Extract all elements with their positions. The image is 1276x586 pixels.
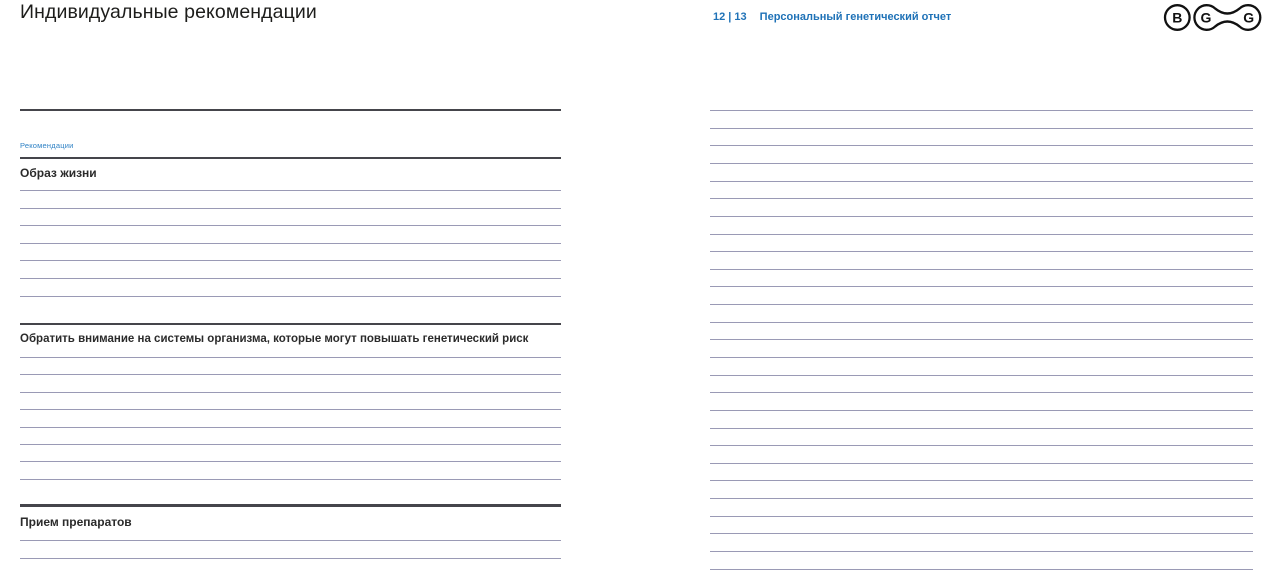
- writing-line: [710, 199, 1253, 217]
- divider-recommendations: [20, 157, 561, 160]
- writing-line: [710, 393, 1253, 411]
- right-column: [710, 0, 1253, 586]
- writing-line: [710, 411, 1253, 429]
- left-column: [20, 0, 561, 586]
- report-name: Персональный генетический отчет: [759, 11, 952, 23]
- writing-line: [20, 279, 561, 297]
- writing-line: [20, 244, 561, 262]
- writing-line: [20, 341, 561, 358]
- writing-line: [710, 252, 1253, 270]
- medications-writing-lines: [20, 523, 561, 559]
- writing-line: [710, 129, 1253, 147]
- writing-line: [710, 287, 1253, 305]
- writing-line: [20, 358, 561, 375]
- logo-letter-b: B: [1172, 9, 1183, 26]
- writing-line: [710, 499, 1253, 517]
- writing-line: [20, 410, 561, 427]
- divider-medications: [20, 504, 561, 507]
- writing-line: [20, 173, 561, 191]
- writing-line: [20, 375, 561, 392]
- writing-line: [710, 93, 1253, 111]
- writing-line: [710, 340, 1253, 358]
- writing-line: [710, 270, 1253, 288]
- writing-line: [710, 305, 1253, 323]
- logo-letter-g1: G: [1200, 9, 1212, 26]
- section-kicker: Рекомендации: [20, 141, 74, 150]
- divider-top: [20, 109, 561, 112]
- writing-line: [710, 446, 1253, 464]
- writing-line: [710, 164, 1253, 182]
- lifestyle-writing-lines: [20, 173, 561, 296]
- writing-line: [710, 376, 1253, 394]
- writing-line: [710, 235, 1253, 253]
- divider-systems: [20, 323, 561, 326]
- writing-line: [20, 462, 561, 479]
- writing-line: [20, 393, 561, 410]
- writing-line: [20, 523, 561, 541]
- writing-line: [710, 481, 1253, 499]
- writing-line: [20, 226, 561, 244]
- page-title: Индивидуальные рекомендации: [20, 1, 317, 23]
- writing-line: [710, 517, 1253, 535]
- writing-line: [20, 445, 561, 462]
- logo-letter-g2: G: [1243, 9, 1255, 26]
- writing-line: [710, 464, 1253, 482]
- writing-line: [20, 261, 561, 279]
- systems-writing-lines: [20, 341, 561, 480]
- writing-line: [710, 552, 1253, 570]
- writing-line: [710, 323, 1253, 341]
- writing-line: [20, 541, 561, 559]
- writing-line: [20, 428, 561, 445]
- page-number: 12 | 13: [713, 11, 747, 23]
- writing-line: [710, 534, 1253, 552]
- section-title-systems: Обратить внимание на системы организма, которые могут повышать генетический риск: [20, 333, 529, 345]
- section-title-medications: Прием препаратов: [20, 515, 132, 529]
- writing-line: [710, 182, 1253, 200]
- writing-line: [710, 217, 1253, 235]
- writing-line: [710, 358, 1253, 376]
- writing-line: [20, 209, 561, 227]
- writing-line: [710, 111, 1253, 129]
- writing-line: [710, 429, 1253, 447]
- writing-line: [20, 191, 561, 209]
- section-title-lifestyle: Образ жизни: [20, 166, 97, 180]
- notes-writing-lines: [710, 93, 1253, 569]
- writing-line: [710, 146, 1253, 164]
